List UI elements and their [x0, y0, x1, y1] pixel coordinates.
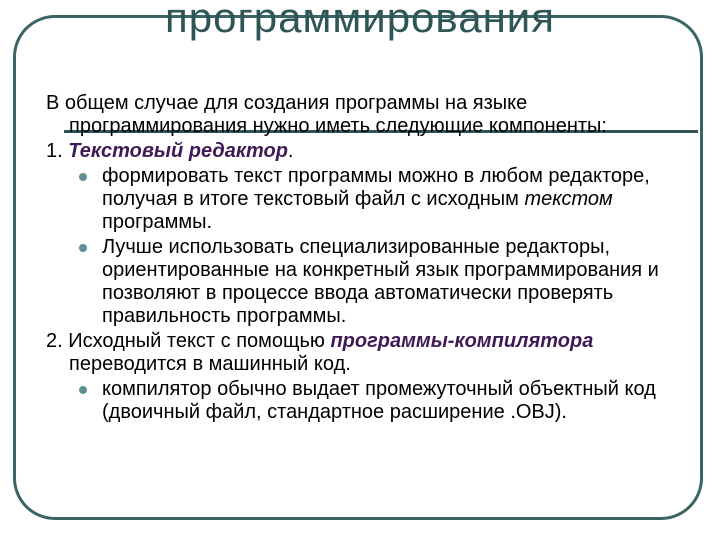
bullet-text: компилятор обычно выдает промежуточный объектный код (двоичный файл, стандартное расширение .OBJ). — [102, 378, 656, 423]
bullet-icon — [79, 244, 87, 252]
item-1-term: Текстовый редактор — [68, 140, 288, 162]
bullet-text: Лучше использовать специализированные редакторы, ориентированные на конкретный язык программирования и позволяют в процессе ввода автоматически проверять правильность программы. — [102, 236, 659, 327]
bullet-text-part: программы. — [102, 211, 213, 233]
bullet-item — [46, 236, 676, 328]
bullet-icon — [79, 173, 87, 181]
bullet-icon — [79, 386, 87, 394]
bullet-item — [46, 378, 676, 424]
item-2-suffix: переводится в машинный код. — [69, 353, 351, 375]
intro-paragraph: В общем случае для создания программы на языке программирования нужно иметь следующие компоненты: — [46, 92, 607, 137]
item-1 — [46, 140, 676, 163]
item-2-prefix: 2. Исходный текст с помощью — [46, 330, 331, 352]
item-1-bullets — [46, 165, 676, 328]
slide-body — [46, 92, 676, 426]
item-2-bullets — [46, 378, 676, 424]
slide-title: программирования — [164, 0, 556, 41]
item-2 — [46, 330, 676, 376]
item-1-prefix: 1. — [46, 140, 69, 162]
bullet-text-part: формировать текст программы можно в любом редакторе, получая в итоге текстовый файл с исходным — [102, 165, 650, 210]
bullet-emphasis: текстом — [524, 188, 613, 210]
bullet-item — [46, 165, 676, 234]
item-2-term: программы-компилятора — [330, 330, 594, 352]
item-1-suffix: . — [287, 140, 294, 162]
